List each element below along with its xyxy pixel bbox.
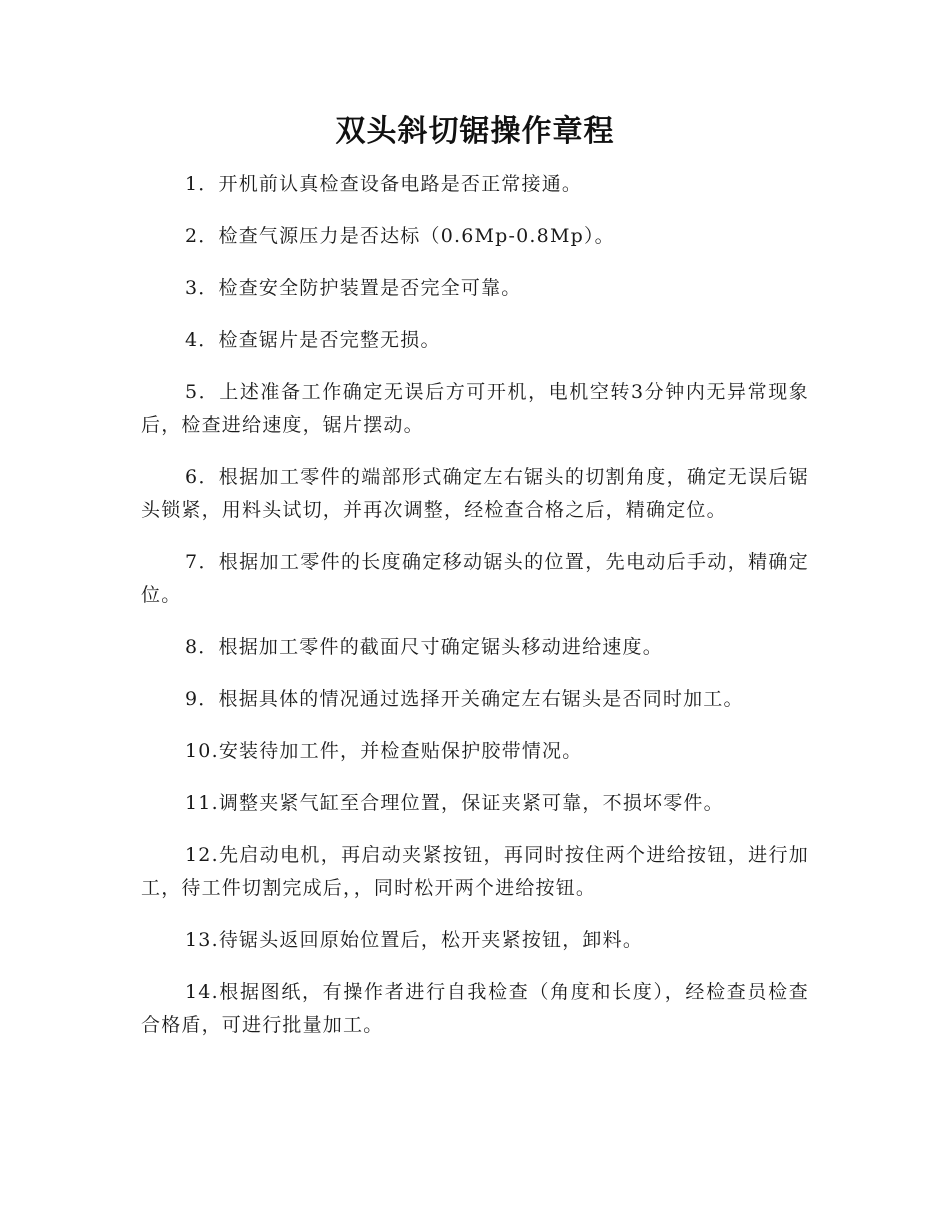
paragraph-2: 2．检查气源压力是否达标（0.6Mp-0.8Mp）。 <box>185 225 615 247</box>
document-title: 双头斜切锯操作章程 <box>335 114 615 149</box>
paragraph-1: 1．开机前认真检查设备电路是否正常接通。 <box>185 173 583 195</box>
paragraph-7: 7．根据加工零件的长度确定移动锯头的位置，先电动后手动，精确定位。 <box>141 551 809 606</box>
document-body <box>141 168 809 1061</box>
paragraph-11: 11.调整夹紧气缸至合理位置，保证夹紧可靠，不损坏零件。 <box>185 792 724 814</box>
paragraph-14: 14.根据图纸，有操作者进行自我检查（角度和长度），经检查员检查合格盾，可进行批量加工。 <box>141 981 809 1036</box>
paragraph-10: 10.安装待加工件，并检查贴保护胶带情况。 <box>185 740 583 762</box>
paragraph-4: 4．检查锯片是否完整无损。 <box>185 329 441 351</box>
paragraph-12: 12.先启动电机，再启动夹紧按钮，再同时按住两个进给按钮，进行加工，待工件切割完成后，，同时松开两个进给按钮。 <box>141 844 809 899</box>
paragraph-6: 6．根据加工零件的端部形式确定左右锯头的切割角度，确定无误后锯头锁紧，用料头试切，并再次调整，经检查合格之后，精确定位。 <box>141 466 809 521</box>
paragraph-3: 3．检查安全防护装置是否完全可靠。 <box>185 277 522 299</box>
paragraph-13: 13.待锯头返回原始位置后，松开夹紧按钮，卸料。 <box>185 929 644 951</box>
paragraph-9: 9．根据具体的情况通过选择开关确定左右锯头是否同时加工。 <box>185 688 744 710</box>
paragraph-5: 5．上述准备工作确定无误后方可开机，电机空转3分钟内无异常现象后，检查进给速度，锯片摆动。 <box>141 381 809 436</box>
paragraph-8: 8．根据加工零件的截面尺寸确定锯头移动进给速度。 <box>185 636 663 658</box>
